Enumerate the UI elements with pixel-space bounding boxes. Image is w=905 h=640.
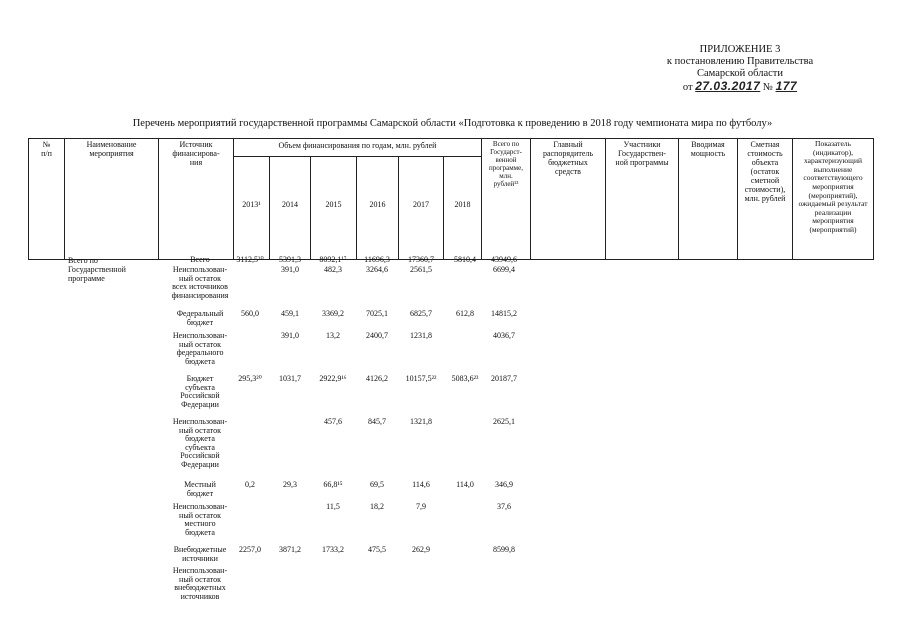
value-2017: 114,6 (412, 480, 430, 489)
appendix-label: ПРИЛОЖЕНИЕ 3 (699, 44, 781, 55)
header-year: 2015 (325, 200, 342, 209)
funding-source: Неиспользован- ный остаток федерального бюджета (172, 331, 228, 366)
value-2014: 459,1 (281, 309, 299, 318)
funding-source: Внебюджетные источники (173, 545, 227, 563)
appendix-decree: к постановлению Правительства (666, 56, 814, 67)
value-total: 346,9 (495, 480, 513, 489)
funding-source: Неиспользован- ный остаток бюджета субъекта Российской Федерации (172, 417, 228, 469)
funding-source: Федеральный бюджет (176, 309, 224, 327)
value-2016: 4126,2 (366, 374, 388, 383)
funding-source: Местный бюджет (184, 480, 216, 498)
value-2017: 6825,7 (410, 309, 432, 318)
header-source: Источник финансирова- ния (172, 140, 220, 167)
value-2015: 11,5 (326, 502, 340, 511)
table-header (0, 138, 905, 260)
appendix-region: Самарской области (697, 68, 783, 79)
value-2015: 66,8¹⁵ (323, 480, 343, 489)
value-2017: 10157,5²² (405, 374, 437, 383)
funding-source: Всего (190, 255, 210, 264)
value-2013: 2257,0 (239, 545, 261, 554)
value-2014: 29,3 (283, 480, 297, 489)
decree-date: 27.03.2017 (695, 79, 761, 93)
value-2014: 5391,3 (279, 255, 301, 264)
value-2015: 482,3 (324, 265, 342, 274)
value-2018: 114,0 (456, 480, 474, 489)
value-2013: 295,3²⁰ (238, 374, 262, 383)
value-2017: 262,9 (412, 545, 430, 554)
value-2016: 2400,7 (366, 331, 388, 340)
funding-source: Неиспользован- ный остаток внебюджетных источников (172, 566, 228, 601)
value-2015: 8092,1¹⁷ (319, 255, 347, 264)
value-2016: 11696,3 (364, 255, 390, 264)
col-line (233, 138, 234, 260)
appendix-block (640, 44, 840, 94)
header-year: 2014 (282, 200, 298, 209)
funding-source: Неиспользован- ный остаток местного бюджета (172, 502, 228, 537)
value-2016: 7025,1 (366, 309, 388, 318)
value-2016: 845,7 (368, 417, 386, 426)
header-year: 2016 (369, 200, 386, 209)
value-2014: 3871,2 (279, 545, 301, 554)
value-2015: 1733,2 (322, 545, 344, 554)
number-label: № (762, 82, 773, 93)
value-2017: 1321,8 (410, 417, 432, 426)
value-total: 8599,8 (493, 545, 515, 554)
header-capacity: Вводимая мощность (690, 140, 726, 158)
value-total: 4036,7 (493, 331, 515, 340)
value-2015: 13,2 (326, 331, 340, 340)
value-2018: 5810,4 (454, 255, 476, 264)
header-top-border (28, 138, 874, 139)
date-prefix: от (682, 82, 693, 93)
value-2013: 560,0 (241, 309, 259, 318)
value-total: 37,6 (497, 502, 511, 511)
value-2015: 3369,2 (322, 309, 344, 318)
header-participants: Участники Государствен- ной программы (615, 140, 669, 167)
header-year: 2017 (413, 200, 429, 209)
col-line (873, 138, 874, 260)
header-estimated-cost: Сметная стоимость объекта (остаток сметной стоимости), млн. рублей (744, 140, 786, 203)
value-2016: 475,5 (368, 545, 386, 554)
value-2014: 391,0 (281, 331, 299, 340)
value-2014: 391,0 (281, 265, 299, 274)
decree-number: 177 (775, 79, 798, 93)
appendix-date-line (640, 80, 840, 94)
document-title: Перечень мероприятий государственной программы Самарской области «Подготовка к проведению в 2018 году чемпионата мира по футболу» (132, 118, 773, 129)
header-total: Всего по Государст- венной программе, млн. рублей¹³ (489, 140, 523, 188)
value-2018: 5083,6²³ (451, 374, 479, 383)
header-indicator: Показатель (индикатор), характеризующий выполнение соответствующего мероприятия (мероприятий), ожидаемый результат реализации мероприятия (мероприятий) (798, 140, 868, 234)
value-2018: 612,8 (456, 309, 474, 318)
value-2016: 3264,6 (366, 265, 388, 274)
header-event-name: Наименование мероприятия (86, 140, 137, 158)
funding-source: Неиспользован- ный остаток всех источников финансирования (171, 265, 229, 300)
header-year: 2018 (454, 200, 471, 209)
header-number: № п/п (41, 140, 52, 158)
value-2016: 69,5 (370, 480, 384, 489)
value-total: 20187,7 (491, 374, 517, 383)
value-2013: 0,2 (245, 480, 255, 489)
header-volume: Объем финансирования по годам, млн. рублей (278, 141, 437, 150)
header-year: 2013¹ (242, 200, 261, 209)
value-total: 14815,2 (491, 309, 517, 318)
value-total: 43949,6 (491, 255, 517, 264)
value-2013: 3112,5²⁰ (236, 255, 264, 264)
program-name: Всего по Государственной программе (68, 256, 126, 283)
value-2016: 18,2 (370, 502, 384, 511)
value-2015: 2922,9¹⁶ (319, 374, 347, 383)
header-manager: Главный распорядитель бюджетных средств (542, 140, 594, 176)
funding-source: Бюджет субъекта Российской Федерации (180, 374, 220, 409)
value-2014: 1031,7 (279, 374, 301, 383)
value-2017: 1231,8 (410, 331, 432, 340)
value-2017: 7,9 (416, 502, 426, 511)
value-2015: 457,6 (324, 417, 342, 426)
value-total: 6699,4 (493, 265, 515, 274)
value-2017: 2561,5 (410, 265, 432, 274)
value-total: 2625,1 (493, 417, 515, 426)
value-2017: 17360,7 (408, 255, 434, 264)
